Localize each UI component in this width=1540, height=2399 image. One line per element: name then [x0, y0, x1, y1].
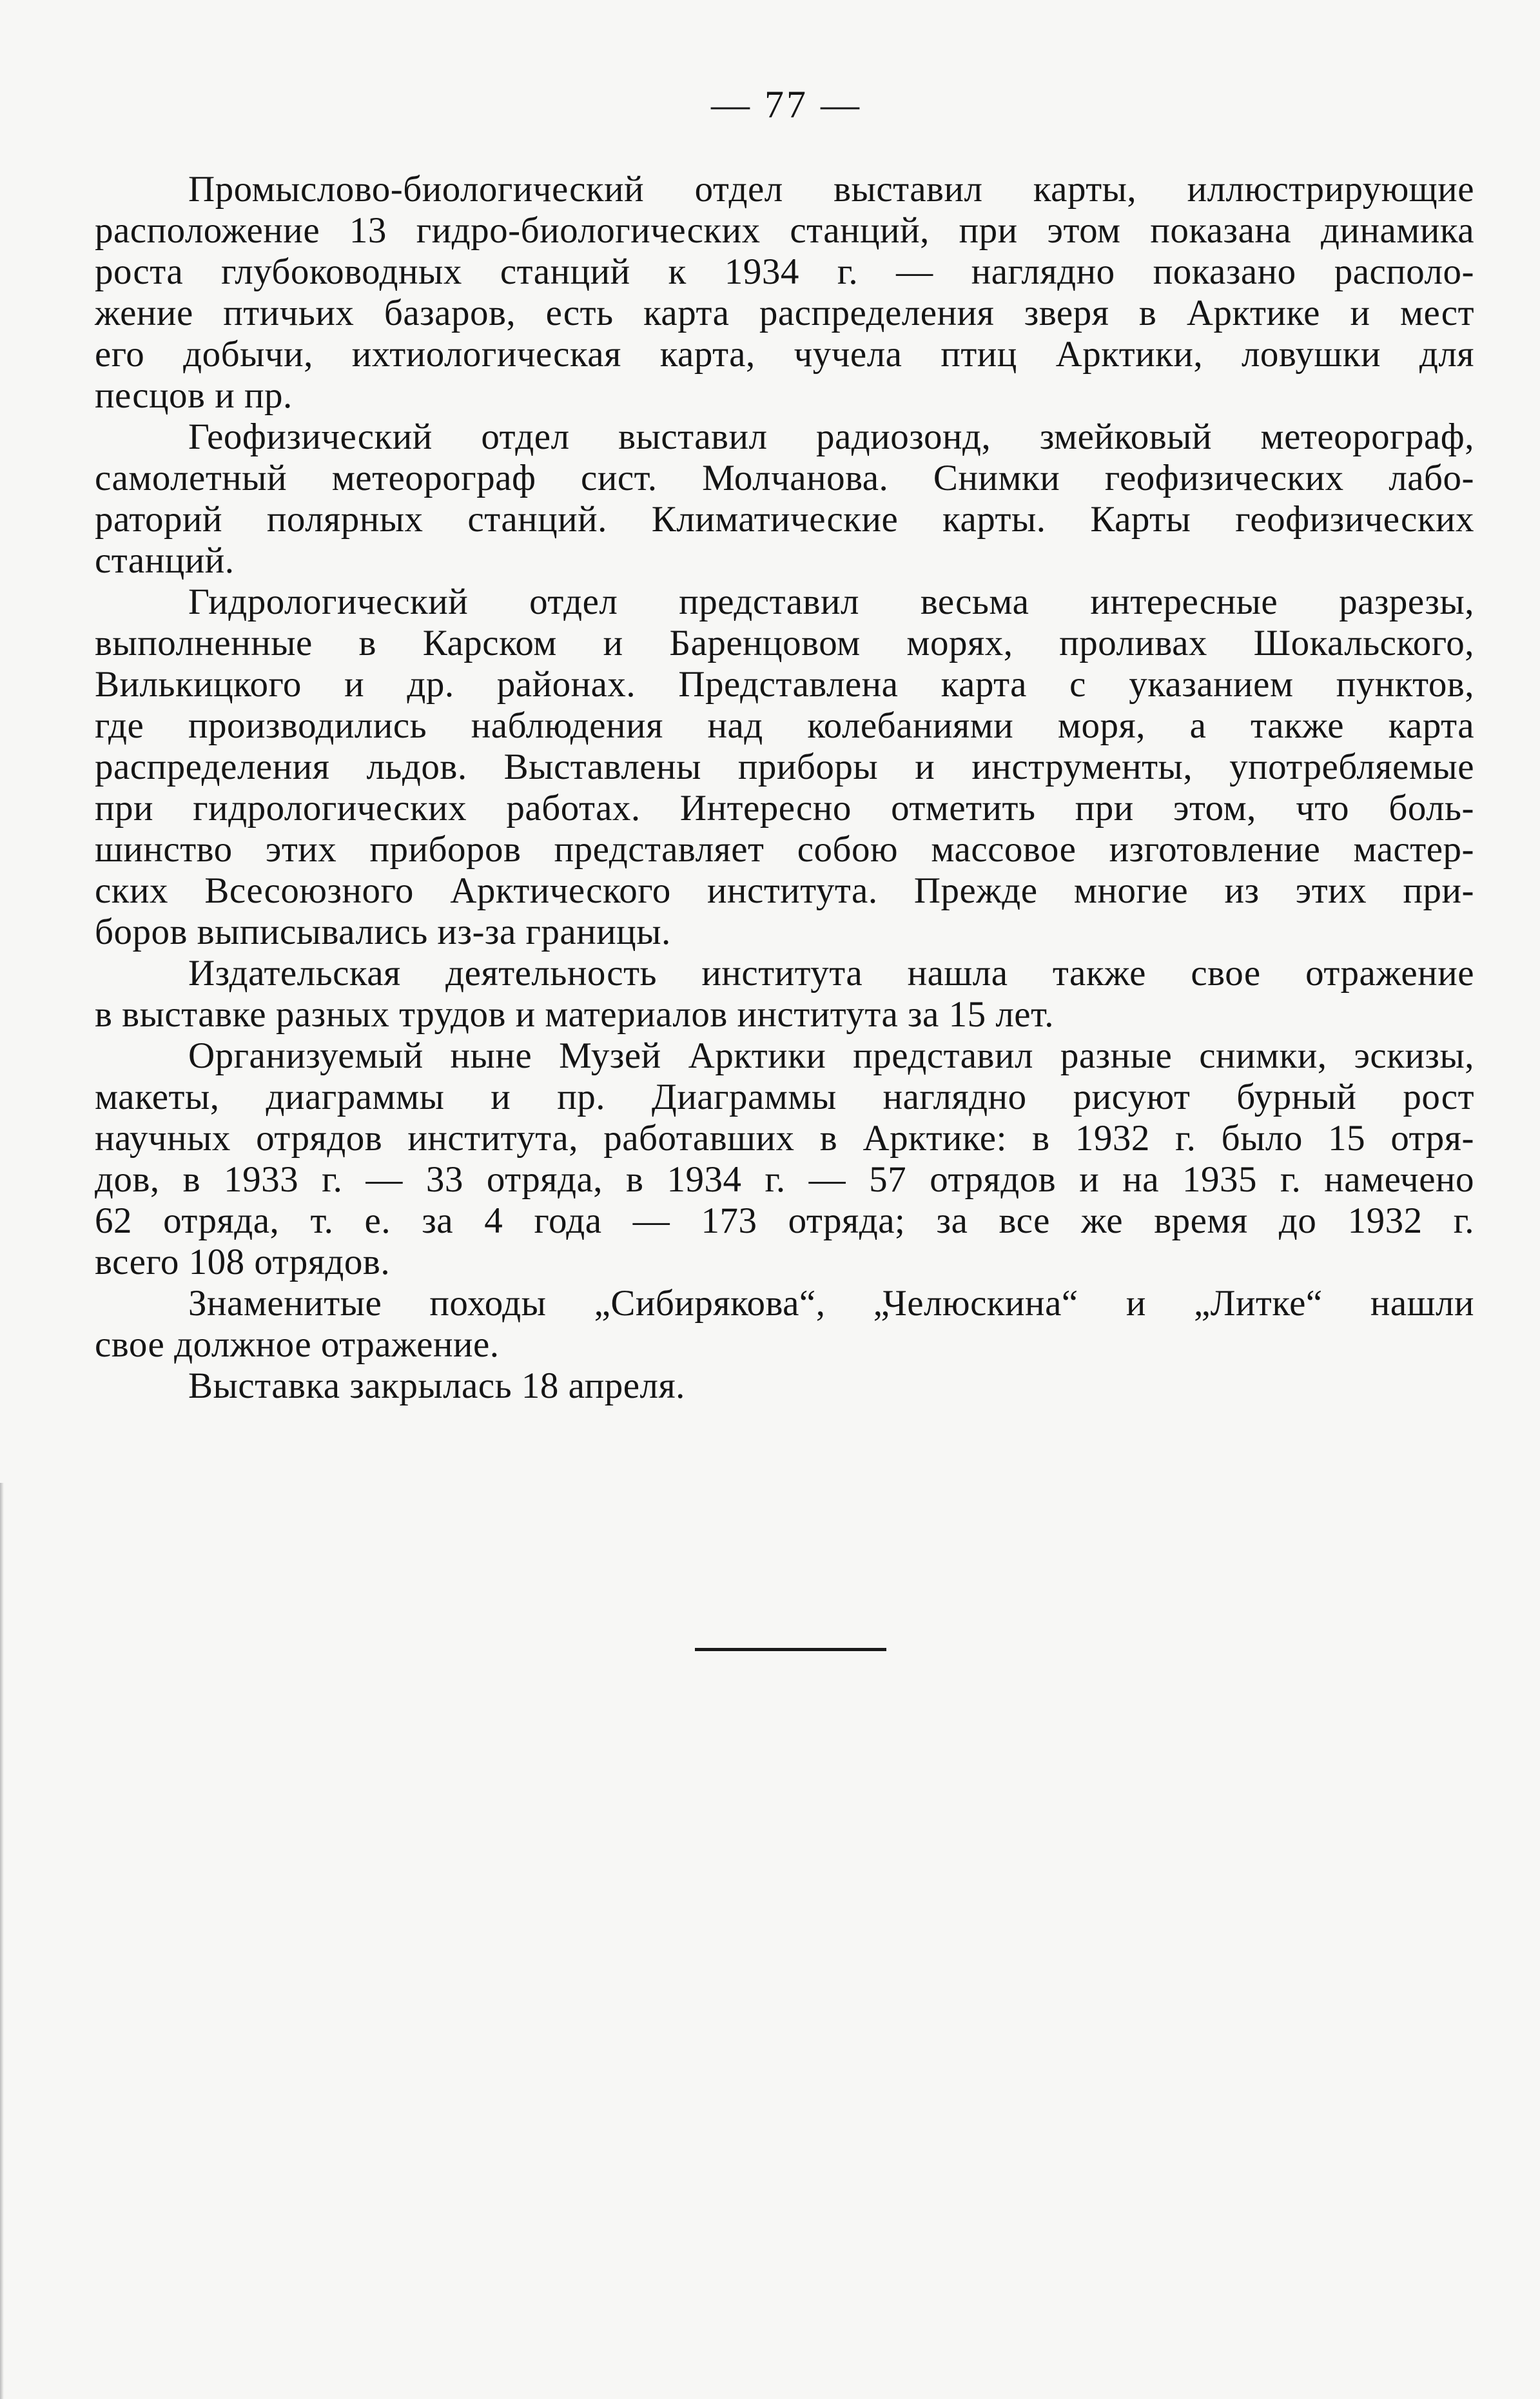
text-line: роста глубоководных станций к 1934 г. — наглядно показано располо-	[95, 251, 1474, 292]
text-line: раторий полярных станций. Климатические карты. Карты геофизических	[95, 499, 1474, 540]
paragraph	[95, 169, 1474, 416]
text-line: Промыслово-биологический отдел выставил карты, иллюстрирующие	[188, 169, 1474, 210]
text-line: Издательская деятельность института нашла также свое отражение	[188, 953, 1474, 994]
text-line: станций.	[95, 540, 235, 581]
text-line: макеты, диаграммы и пр. Диаграммы наглядно рисуют бурный рост	[95, 1077, 1474, 1117]
text-line: Вилькицкого и др. районах. Представлена карта с указанием пунктов,	[95, 664, 1474, 705]
paragraph	[95, 1366, 1474, 1407]
text-line: 62 отряда, т. е. за 4 года — 173 отряда; за все же время до 1932 г.	[95, 1200, 1474, 1241]
paragraph	[95, 953, 1474, 1035]
body-text	[95, 169, 1474, 1407]
text-line: жение птичьих базаров, есть карта распределения зверя в Арктике и мест	[95, 293, 1474, 333]
text-line: в выставке разных трудов и материалов института за 15 лет.	[95, 994, 1054, 1035]
text-line: Организуемый ныне Музей Арктики представил разные снимки, эскизы,	[188, 1035, 1474, 1076]
text-line: при гидрологических работах. Интересно отметить при этом, что боль-	[95, 788, 1474, 828]
paragraph	[95, 1035, 1474, 1283]
text-line: ских Всесоюзного Арктического института. Прежде многие из этих при-	[95, 870, 1474, 911]
text-line: научных отрядов института, работавших в Арктике: в 1932 г. было 15 отря-	[95, 1118, 1474, 1159]
page-number: — 77 —	[711, 83, 862, 126]
paragraph	[95, 1283, 1474, 1366]
text-line: где производились наблюдения над колебаниями моря, а также карта	[95, 705, 1474, 746]
text-line: боров выписывались из-за границы.	[95, 912, 671, 952]
text-line: Гидрологический отдел представил весьма интересные разрезы,	[188, 582, 1474, 622]
text-line: его добычи, ихтиологическая карта, чучела птиц Арктики, ловушки для	[95, 334, 1474, 375]
paragraph	[95, 582, 1474, 953]
scan-edge-shadow	[0, 1483, 4, 2399]
text-line: Выставка закрылась 18 апреля.	[188, 1366, 685, 1406]
text-line: дов, в 1933 г. — 33 отряда, в 1934 г. — 57 отрядов и на 1935 г. намечено	[95, 1159, 1474, 1200]
text-line: шинство этих приборов представляет собою массовое изготовление мастер-	[95, 829, 1474, 870]
text-line: Геофизический отдел выставил радиозонд, змейковый метеорограф,	[188, 416, 1474, 457]
text-line: самолетный метеорограф сист. Молчанова. Снимки геофизических лабо-	[95, 458, 1474, 498]
paragraph	[95, 416, 1474, 582]
text-line: всего 108 отрядов.	[95, 1242, 391, 1282]
text-line: свое должное отражение.	[95, 1324, 500, 1365]
text-line: выполненные в Карском и Баренцовом морях, проливах Шокальского,	[95, 623, 1474, 663]
text-line: Знаменитые походы „Сибирякова“, „Челюскина“ и „Литке“ нашли	[188, 1283, 1474, 1324]
text-line: песцов и пр.	[95, 375, 293, 416]
text-line: распределения льдов. Выставлены приборы и инструменты, употребляемые	[95, 747, 1474, 787]
end-rule-divider	[695, 1648, 886, 1651]
text-line: расположение 13 гидро-биологических станций, при этом показана динамика	[95, 210, 1474, 251]
